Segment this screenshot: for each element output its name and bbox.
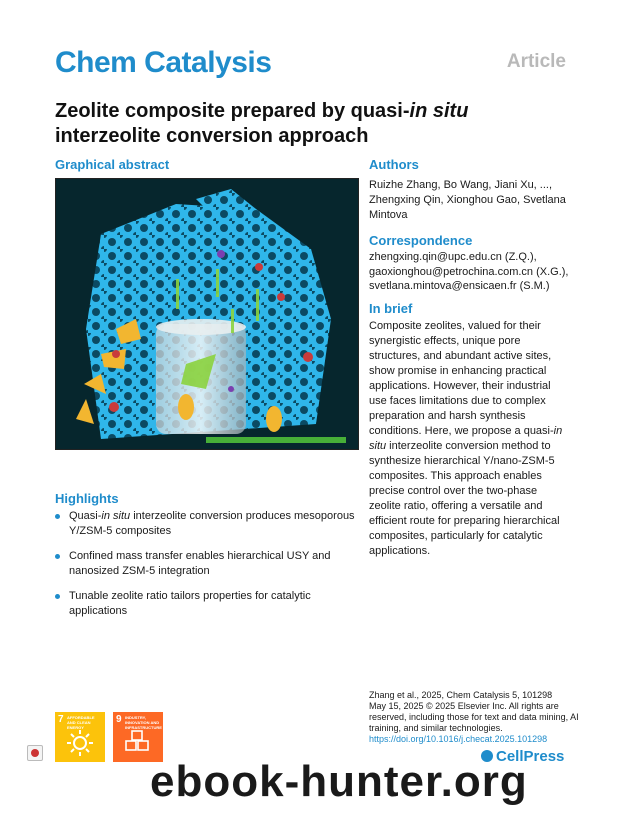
in-brief-text: Composite zeolites, valued for their synergistic effects, unique pore structures, and abundant active sites, show promise in enhancing practical applications. However, their industrial use faces limitations due to complex preparation and harsh synthesis conditions. Here, we propose a quasi-in situ interzeolite conversion method to synthesize hierarchical Y/nano-ZSM-5 composites. This approach enables precise control over the two-phase zeolite ratio, offering a versatile and efficient route for preparing hierarchical composites, particularly for catalytic applications.: [369, 320, 563, 557]
citation-block: [369, 690, 584, 745]
sdg-9-tile: 9 INDUSTRY, INNOVATION AND INFRASTRUCTURE: [113, 712, 163, 762]
authors-heading: Authors: [369, 157, 419, 172]
email-link[interactable]: zhengxing.qin@upc.edu.cn (Z.Q.),: [369, 251, 537, 263]
highlight-item: Quasi-in situ interzeolite conversion produces mesoporous Y/ZSM-5 composites: [55, 509, 355, 539]
doi-link[interactable]: https://doi.org/10.1016/j.checat.2025.101298: [369, 734, 548, 744]
correspondence-emails: [369, 250, 579, 294]
title-line1-prefix: Zeolite composite prepared by quasi-: [55, 100, 410, 122]
highlights-heading: Highlights: [55, 491, 119, 506]
cellpress-logo: CellPress: [481, 748, 564, 765]
highlight-item: Tunable zeolite ratio tailors properties for catalytic applications: [55, 589, 355, 619]
title-line1-italic: in situ: [409, 100, 469, 122]
highlights-list: [55, 509, 355, 629]
email-link[interactable]: gaoxionghou@petrochina.com.cn (X.G.),: [369, 265, 569, 278]
authors-list: Ruizhe Zhang, Bo Wang, Jiani Xu, ..., Zhengxing Qin, Xionghou Gao, Svetlana Mintova: [369, 179, 566, 221]
zeolite-illustration: [56, 179, 358, 449]
graphical-abstract-heading: Graphical abstract: [55, 157, 170, 172]
journal-name: Chem Catalysis: [55, 46, 272, 79]
open-access-badge-icon: [27, 745, 43, 761]
highlight-item: Confined mass transfer enables hierarchical USY and nanosized ZSM-5 integration: [55, 549, 355, 579]
sdg-7-tile: 7 AFFORDABLE AND CLEAN ENERGY: [55, 712, 105, 762]
cubes-icon: [123, 728, 153, 758]
bullet-icon: [55, 514, 60, 519]
in-brief-heading: In brief: [369, 301, 413, 316]
article-type-label: Article: [506, 51, 566, 72]
article-title: [55, 99, 525, 149]
citation-reference: Zhang et al., 2025, Chem Catalysis 5, 101298: [369, 690, 553, 700]
bullet-icon: [55, 594, 60, 599]
copyright-notice: May 15, 2025 © 2025 Elsevier Inc. All rights are reserved, including those for text and data mining, AI training, and similar technologies.: [369, 701, 579, 733]
graphical-abstract-image: [55, 178, 359, 450]
email-link[interactable]: svetlana.mintova@ensicaen.fr (S.M.): [369, 280, 550, 292]
sun-icon: [65, 728, 95, 758]
bullet-icon: [55, 554, 60, 559]
watermark: ebook-hunter.org: [150, 757, 528, 806]
correspondence-heading: Correspondence: [369, 233, 473, 248]
title-line2: interzeolite conversion approach: [55, 125, 369, 147]
